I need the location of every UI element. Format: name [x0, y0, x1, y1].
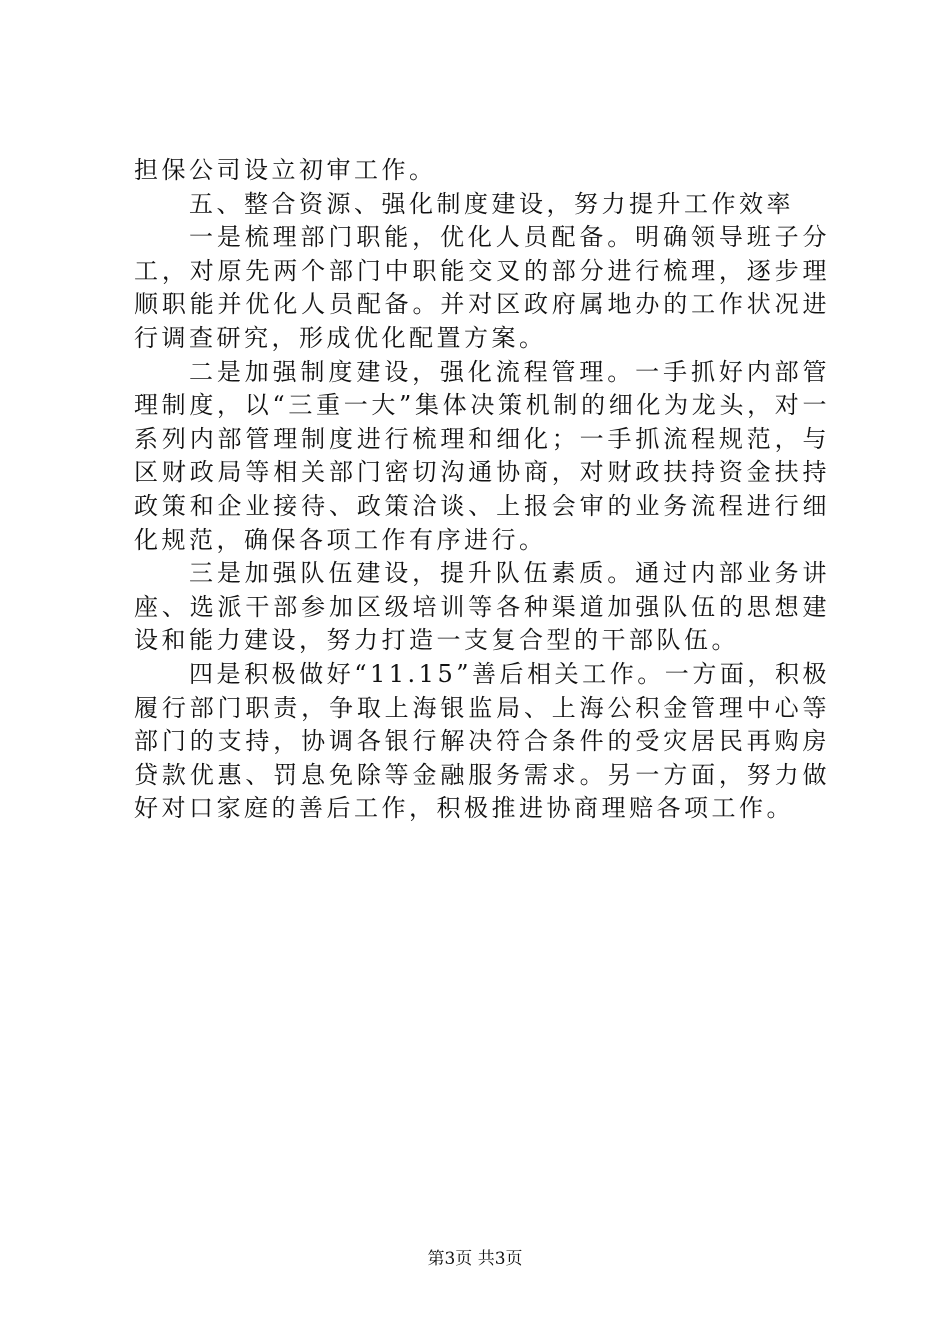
document-body [134, 154, 830, 826]
paragraph-2: 二是加强制度建设，强化流程管理。一手抓好内部管理制度，以“三重一大”集体决策机制的细化为龙头，对一系列内部管理制度进行梳理和细化；一手抓流程规范，与区财政局等相关部门密切沟通协商，对财政扶持资金扶持政策和企业接待、政策洽谈、上报会审的业务流程进行细化规范，确保各项工作有序进行。 [134, 357, 830, 554]
paragraph-1: 一是梳理部门职能，优化人员配备。明确领导班子分工，对原先两个部门中职能交叉的部分进行梳理，逐步理顺职能并优化人员配备。并对区政府属地办的工作状况进行调查研究，形成优化配置方案。 [134, 223, 830, 352]
section-heading: 五、整合资源、强化制度建设，努力提升工作效率 [189, 189, 794, 218]
paragraph-3: 三是加强队伍建设，提升队伍素质。通过内部业务讲座、选派干部参加区级培训等各种渠道加强队伍的思想建设和能力建设，努力打造一支复合型的干部队伍。 [134, 559, 830, 655]
page-number-footer: 第3页 共3页 [427, 1249, 523, 1269]
paragraph-4: 四是积极做好“11.15”善后相关工作。一方面，积极履行部门职责，争取上海银监局、上海公积金管理中心等部门的支持，协调各银行解决符合条件的受灾居民再购房贷款优惠、罚息免除等金融服务需求。另一方面，努力做好对口家庭的善后工作，积极推进协商理赔各项工作。 [134, 659, 830, 823]
paragraph-continuation: 担保公司设立初审工作。 [134, 156, 437, 184]
